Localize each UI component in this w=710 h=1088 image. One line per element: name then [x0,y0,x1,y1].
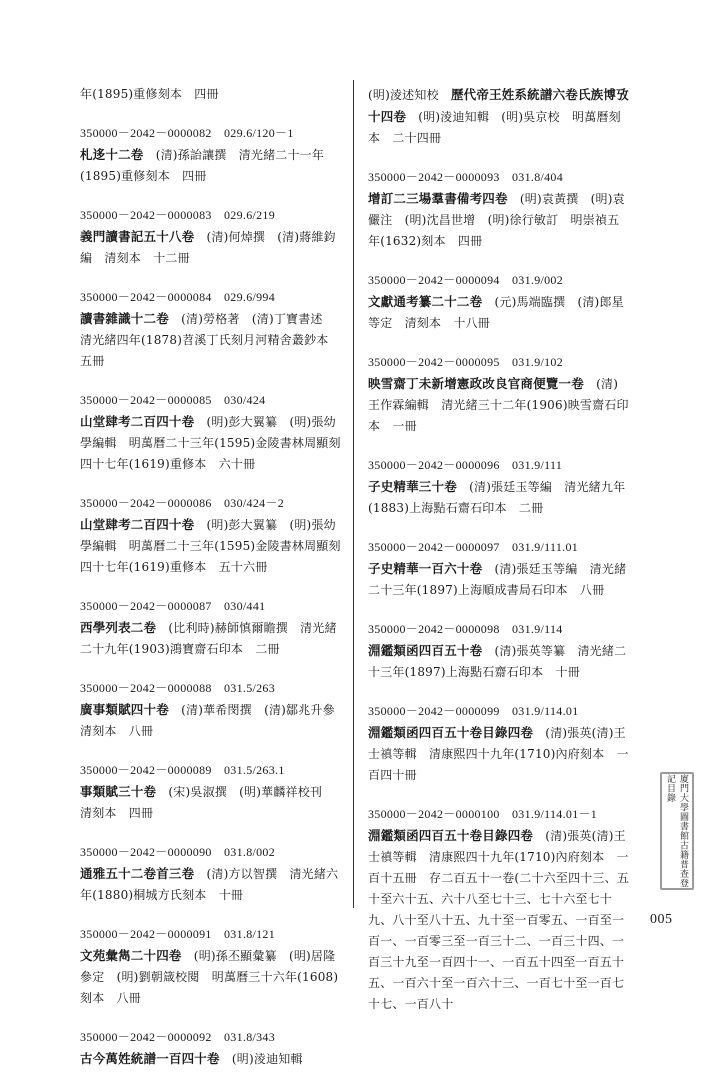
catalog-side-label [660,772,694,890]
entry-details: (明)淩迪知輯 (明)吳京校 明萬曆刻本 二十四冊 [368,110,621,145]
entry-details: (明)袁黃撰 (明)袁儼注 (明)沈昌世增 (明)徐行敏訂 明崇禎五年(1632)刻本 四冊 [368,192,625,248]
entry-code: 350000－2042－0000083 029.6/219 [80,208,276,222]
entry-code: 350000－2042－0000094 031.9/002 [368,273,564,287]
catalog-entry [80,205,342,269]
continuation-text: 年(1895)重修刻本 四冊 [80,87,219,101]
entry-details: (清)張英等纂 清光緒二十三年(1897)上海點石齋石印本 十冊 [368,644,627,679]
entry-description [368,373,630,437]
entry-details: (清)王作霖編輯 清光緒三十二年(1906)映雪齋石印本 一冊 [368,377,629,433]
entry-title: 歷代帝王姓系統譜六卷氏族博攷十四卷 [368,87,629,124]
entry-description [80,863,342,906]
left-column [80,84,348,1088]
catalog-entry [80,678,348,742]
entry-code: 350000－2042－0000095 031.9/102 [368,355,564,369]
entry-title: 淵鑑類函四百五十卷目錄四卷 [368,725,534,740]
catalog-entry [80,493,342,578]
catalog-entry [368,352,630,437]
entry-description [80,617,342,660]
entry-details: (清)孫詒讓撰 清光緒二十一年(1895)重修刻本 四冊 [80,148,325,183]
entry-title: 山堂肆考二百四十卷 [80,414,195,429]
catalog-entry [368,455,630,519]
entry-code: 350000－2042－0000087 030/441 [80,599,266,613]
entry-details: (元)馬端臨撰 (清)郎星等定 清刻本 十八冊 [368,295,624,330]
catalog-entry [80,123,342,187]
entry-title: 子史精華一百六十卷 [368,561,483,576]
catalog-title: 廈門大學圖書館古籍普查登記目錄 [665,774,688,888]
entry-code: 350000－2042－0000093 031.8/404 [368,170,564,184]
entry-code: 350000－2042－0000084 029.6/994 [80,290,276,304]
entry-details: (清)何焯撰 (清)蔣維鈞編 清刻本 十二冊 [80,230,336,265]
continuation-text: (明)淩述知校 [368,88,451,102]
entry-title: 廣事類賦四十卷 [80,702,169,717]
entry-title: 事類賦三十卷 [80,784,157,799]
entry-code: 350000－2042－0000096 031.9/111 [368,458,563,472]
entry-title: 義門讀書記五十八卷 [80,229,195,244]
entry-details: (明)彭大翼纂 (明)張幼學編輯 明萬曆二十三年(1595)金陵書林周顯刻四十七年(1619)重修本 五十六冊 [80,518,341,574]
entry-description [368,558,630,601]
catalog-entry [80,760,342,824]
entry-details: (宋)吳淑撰 (明)華麟祥校刊 清刻本 四冊 [80,785,335,820]
entry-code: 350000－2042－0000086 030/424－2 [80,496,285,510]
entry-description [368,640,630,683]
entry-description [368,476,630,519]
entry-title: 淵鑑類函四百五十卷 [368,643,483,658]
entry-code: 350000－2042－0000090 031.8/002 [80,845,276,859]
column-divider [353,80,354,908]
entry-code: 350000－2042－0000092 031.8/343 [80,1030,276,1044]
entry-details: (清)張英(清)王士禛等輯 清康熙四十九年(1710)內府刻本 一百四十冊 [368,726,629,782]
entry-code: 350000－2042－0000088 031.5/263 [80,681,276,695]
entry-code: 350000－2042－0000091 031.8/121 [80,927,276,941]
entry-title: 文苑彙雋二十四卷 [80,948,182,963]
entry-description [80,144,342,187]
entry-description [80,226,342,269]
entry-code: 350000－2042－0000100 031.9/114.01－1 [368,807,598,821]
catalog-entry [80,1027,342,1070]
catalog-entry [80,287,342,372]
entry-title: 古今萬姓統譜一百四十卷 [80,1051,220,1066]
entry-code: 350000－2042－0000099 031.9/114.01 [368,704,579,718]
catalog-entry [80,596,342,660]
catalog-entry [368,804,630,1015]
catalog-entry [368,270,630,334]
entry-details: (清)華希閔撰 (清)鄒兆升參 清刻本 八冊 [80,703,348,738]
entry-description [368,291,630,334]
continuation-entry [368,84,630,149]
entry-description [368,722,630,786]
catalog-entry [368,167,630,252]
entry-details: (清)張廷玉等編 清光緒九年(1883)上海點石齋石印本 二冊 [368,480,626,515]
entry-details: (明)孫丕顯彙纂 (明)居隆參定 (明)劉朝箴校閱 明萬曆三十六年(1608)刻本 八冊 [80,949,339,1005]
entry-description [80,945,342,1009]
entry-description [80,411,342,475]
page-number: 005 [650,912,673,927]
entry-details: (清)方以智撰 清光緒六年(1880)桐城方氏刻本 十冊 [80,867,339,902]
entry-title: 增訂二三場羣書備考四卷 [368,191,508,206]
catalog-entry [80,924,342,1009]
entry-title: 子史精華三十卷 [368,479,457,494]
catalog-entry [80,842,342,906]
catalog-entry [368,537,630,601]
entry-details: (清)張英(清)王士禛等輯 清康熙四十九年(1710)內府刻本 一百十五冊 存二百五十一卷(二十六至四十三、五十至六十五、六十八至七十三、七十六至七十九、八十至八十五、九十至一百零五、一百至一百一、一百零三至一百三十二、一百三十四、一百三十九至一百四十一、一百五十四至一百五十五、一百六十至一百六十三、一百七十至一百七十七、一百八十 [368,829,630,1011]
entry-code: 350000－2042－0000098 031.9/114 [368,622,563,636]
entry-description [368,825,630,1015]
entry-description [80,1048,342,1070]
entry-code: 350000－2042－0000089 031.5/263.1 [80,763,285,777]
entry-title: 淵鑑類函四百五十卷目錄四卷 [368,828,534,843]
entry-description [80,781,342,824]
entry-details: (明)彭大翼纂 (明)張幼學編輯 明萬曆二十三年(1595)金陵書林周顯刻四十七年(1619)重修本 六十冊 [80,415,341,471]
entry-title: 讀書雜識十二卷 [80,311,169,326]
entry-description [80,699,348,742]
entry-details: (比利時)赫師慎爾瞻撰 清光緒二十九年(1903)鴻寶齋石印本 二冊 [80,621,337,656]
entry-code: 350000－2042－0000097 031.9/111.01 [368,540,579,554]
entry-description [80,308,342,372]
entry-code: 350000－2042－0000085 030/424 [80,393,266,407]
catalog-entry [368,701,630,786]
entry-title: 西學列表二卷 [80,620,157,635]
catalog-entry [80,390,342,475]
entry-title: 通雅五十二卷首三卷 [80,866,195,881]
entry-code: 350000－2042－0000082 029.6/120－1 [80,126,294,140]
catalog-entry [368,619,630,683]
entry-details: (清)張廷玉等編 清光緒二十三年(1897)上海順成書局石印本 八冊 [368,562,627,597]
entry-title: 山堂肆考二百四十卷 [80,517,195,532]
entry-title: 札迻十二卷 [80,147,144,162]
entry-details: (清)勞格著 (清)丁寶書述 清光緒四年(1878)苕溪丁氏刻月河精舍叢鈔本 五冊 [80,312,341,368]
entry-description [80,514,342,578]
entry-title: 映雪齋丁未新增憲政改良官商便覽一卷 [368,376,584,391]
right-column [368,84,630,1033]
entry-description [368,188,630,252]
entry-details: (明)淩迪知輯 [219,1052,303,1066]
entry-title: 文獻通考纂二十二卷 [368,294,483,309]
